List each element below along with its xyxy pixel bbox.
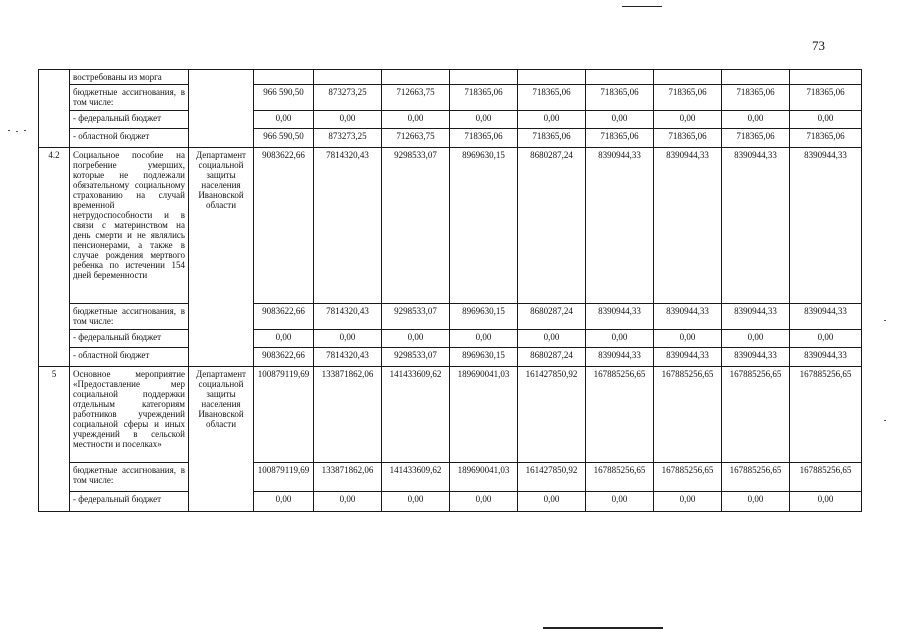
amount-cell: 9298533,07 — [382, 148, 450, 304]
amount-cell: 0,00 — [722, 111, 790, 129]
item-name-cell: - областной бюджет — [70, 129, 189, 148]
amount-cell: 0,00 — [518, 330, 586, 348]
amount-cell — [382, 70, 450, 85]
amount-cell: 133871862,06 — [314, 463, 382, 492]
amount-cell: 8390944,33 — [586, 348, 654, 367]
amount-cell: 8390944,33 — [722, 148, 790, 304]
scan-artifact-bottom — [543, 627, 663, 629]
amount-cell: 0,00 — [254, 330, 314, 348]
amount-cell — [450, 70, 518, 85]
amount-cell: 9083622,66 — [254, 348, 314, 367]
amount-cell: 718365,06 — [790, 85, 862, 111]
amount-cell: 141433609,62 — [382, 463, 450, 492]
scan-artifact-top — [622, 6, 662, 7]
item-name-cell: Основное мероприятие «Предоставление мер социальной поддержки отдельным категориям работников учреждений социальной сферы и иных учреждений в сельской местности и поселках» — [70, 367, 189, 463]
table-row — [39, 330, 862, 348]
amount-cell: 8390944,33 — [586, 148, 654, 304]
amount-cell: 718365,06 — [722, 85, 790, 111]
scan-artifact-dot — [884, 320, 886, 321]
amount-cell: 0,00 — [586, 330, 654, 348]
amount-cell: 0,00 — [450, 492, 518, 512]
table-row — [39, 367, 862, 463]
amount-cell: 718365,06 — [518, 85, 586, 111]
amount-cell: 167885256,65 — [790, 463, 862, 492]
amount-cell: 966 590,50 — [254, 129, 314, 148]
amount-cell: 0,00 — [382, 111, 450, 129]
amount-cell: 0,00 — [450, 111, 518, 129]
department-cell: Департамент социальной защиты населения Ивановской области — [189, 367, 254, 512]
scan-artifact-dot — [884, 420, 886, 421]
amount-cell: 9298533,07 — [382, 348, 450, 367]
amount-cell: 8390944,33 — [722, 304, 790, 330]
amount-cell: 8969630,15 — [450, 348, 518, 367]
amount-cell: 0,00 — [518, 111, 586, 129]
amount-cell: 9083622,66 — [254, 148, 314, 304]
amount-cell: 167885256,65 — [654, 367, 722, 463]
amount-cell: 0,00 — [790, 492, 862, 512]
amount-cell: 8680287,24 — [518, 148, 586, 304]
table-row — [39, 148, 862, 304]
amount-cell: 8680287,24 — [518, 348, 586, 367]
row-index-cell: 5 — [39, 367, 70, 512]
amount-cell: 966 590,50 — [254, 85, 314, 111]
amount-cell: 7814320,43 — [314, 148, 382, 304]
amount-cell: 718365,06 — [722, 129, 790, 148]
amount-cell: 8390944,33 — [586, 304, 654, 330]
item-name-cell: бюджетные ассигнования, в том числе: — [70, 463, 189, 492]
amount-cell: 0,00 — [382, 330, 450, 348]
amount-cell: 8390944,33 — [722, 348, 790, 367]
amount-cell: 7814320,43 — [314, 348, 382, 367]
item-name-cell: - федеральный бюджет — [70, 330, 189, 348]
budget-table — [38, 69, 862, 512]
amount-cell: 712663,75 — [382, 85, 450, 111]
amount-cell: 0,00 — [314, 492, 382, 512]
amount-cell: 167885256,65 — [722, 367, 790, 463]
amount-cell: 167885256,65 — [790, 367, 862, 463]
amount-cell: 718365,06 — [586, 129, 654, 148]
table-row — [39, 463, 862, 492]
amount-cell: 0,00 — [254, 492, 314, 512]
amount-cell: 8390944,33 — [790, 304, 862, 330]
amount-cell: 718365,06 — [654, 129, 722, 148]
table-row — [39, 304, 862, 330]
amount-cell: 0,00 — [450, 330, 518, 348]
amount-cell: 100879119,69 — [254, 463, 314, 492]
amount-cell: 0,00 — [790, 111, 862, 129]
amount-cell: 8680287,24 — [518, 304, 586, 330]
table-row — [39, 85, 862, 111]
amount-cell: 8390944,33 — [654, 304, 722, 330]
amount-cell: 0,00 — [654, 492, 722, 512]
amount-cell: 0,00 — [654, 111, 722, 129]
amount-cell: 189690041,03 — [450, 463, 518, 492]
page-number: 73 — [812, 38, 825, 53]
amount-cell: 141433609,62 — [382, 367, 450, 463]
amount-cell: 8390944,33 — [790, 148, 862, 304]
amount-cell: 873273,25 — [314, 85, 382, 111]
scan-artifact-dot — [24, 130, 26, 131]
amount-cell: 0,00 — [722, 492, 790, 512]
amount-cell: 167885256,65 — [722, 463, 790, 492]
amount-cell: 8390944,33 — [654, 348, 722, 367]
amount-cell: 0,00 — [586, 492, 654, 512]
table-row — [39, 492, 862, 512]
department-cell — [189, 70, 254, 148]
item-name-cell: бюджетные ассигнования, в том числе: — [70, 85, 189, 111]
item-name-cell: бюджетные ассигнования, в том числе: — [70, 304, 189, 330]
table-row — [39, 348, 862, 367]
amount-cell: 8390944,33 — [790, 348, 862, 367]
amount-cell: 8390944,33 — [654, 148, 722, 304]
amount-cell: 712663,75 — [382, 129, 450, 148]
amount-cell — [518, 70, 586, 85]
amount-cell: 718365,06 — [450, 85, 518, 111]
amount-cell — [790, 70, 862, 85]
row-index-cell: 4.2 — [39, 148, 70, 367]
amount-cell: 167885256,65 — [654, 463, 722, 492]
amount-cell: 718365,06 — [654, 85, 722, 111]
table-row — [39, 111, 862, 129]
amount-cell: 873273,25 — [314, 129, 382, 148]
amount-cell: 100879119,69 — [254, 367, 314, 463]
amount-cell — [722, 70, 790, 85]
amount-cell: 0,00 — [518, 492, 586, 512]
amount-cell — [314, 70, 382, 85]
amount-cell: 8969630,15 — [450, 148, 518, 304]
amount-cell: 718365,06 — [518, 129, 586, 148]
amount-cell: 0,00 — [382, 492, 450, 512]
department-cell: Департамент социальной защиты населения Ивановской области — [189, 148, 254, 367]
item-name-cell: востребованы из морга — [70, 70, 189, 85]
amount-cell — [254, 70, 314, 85]
amount-cell — [586, 70, 654, 85]
amount-cell — [654, 70, 722, 85]
amount-cell: 718365,06 — [586, 85, 654, 111]
amount-cell: 0,00 — [586, 111, 654, 129]
amount-cell: 9298533,07 — [382, 304, 450, 330]
item-name-cell: - федеральный бюджет — [70, 111, 189, 129]
amount-cell: 189690041,03 — [450, 367, 518, 463]
amount-cell: 0,00 — [654, 330, 722, 348]
table-row — [39, 70, 862, 85]
item-name-cell: Социальное пособие на погребение умерших, которые не подлежали обязательному социальному страхованию на случай временной нетрудоспособности и в связи с материнством на день смерти и не являлись пенсионерами, а также в случае рождения мертвого ребенка по истечении 154 дней беременности — [70, 148, 189, 304]
scan-artifact-dot — [16, 131, 18, 132]
amount-cell: 167885256,65 — [586, 367, 654, 463]
amount-cell: 0,00 — [314, 111, 382, 129]
amount-cell: 133871862,06 — [314, 367, 382, 463]
amount-cell: 718365,06 — [450, 129, 518, 148]
table-row — [39, 129, 862, 148]
amount-cell: 9083622,66 — [254, 304, 314, 330]
amount-cell: 7814320,43 — [314, 304, 382, 330]
amount-cell: 167885256,65 — [586, 463, 654, 492]
amount-cell: 0,00 — [254, 111, 314, 129]
item-name-cell: - федеральный бюджет — [70, 492, 189, 512]
item-name-cell: - областной бюджет — [70, 348, 189, 367]
amount-cell: 0,00 — [722, 330, 790, 348]
amount-cell: 0,00 — [314, 330, 382, 348]
amount-cell: 161427850,92 — [518, 367, 586, 463]
amount-cell: 0,00 — [790, 330, 862, 348]
amount-cell: 718365,06 — [790, 129, 862, 148]
amount-cell: 161427850,92 — [518, 463, 586, 492]
scan-artifact-dot — [8, 130, 10, 131]
row-index-cell — [39, 70, 70, 148]
amount-cell: 8969630,15 — [450, 304, 518, 330]
